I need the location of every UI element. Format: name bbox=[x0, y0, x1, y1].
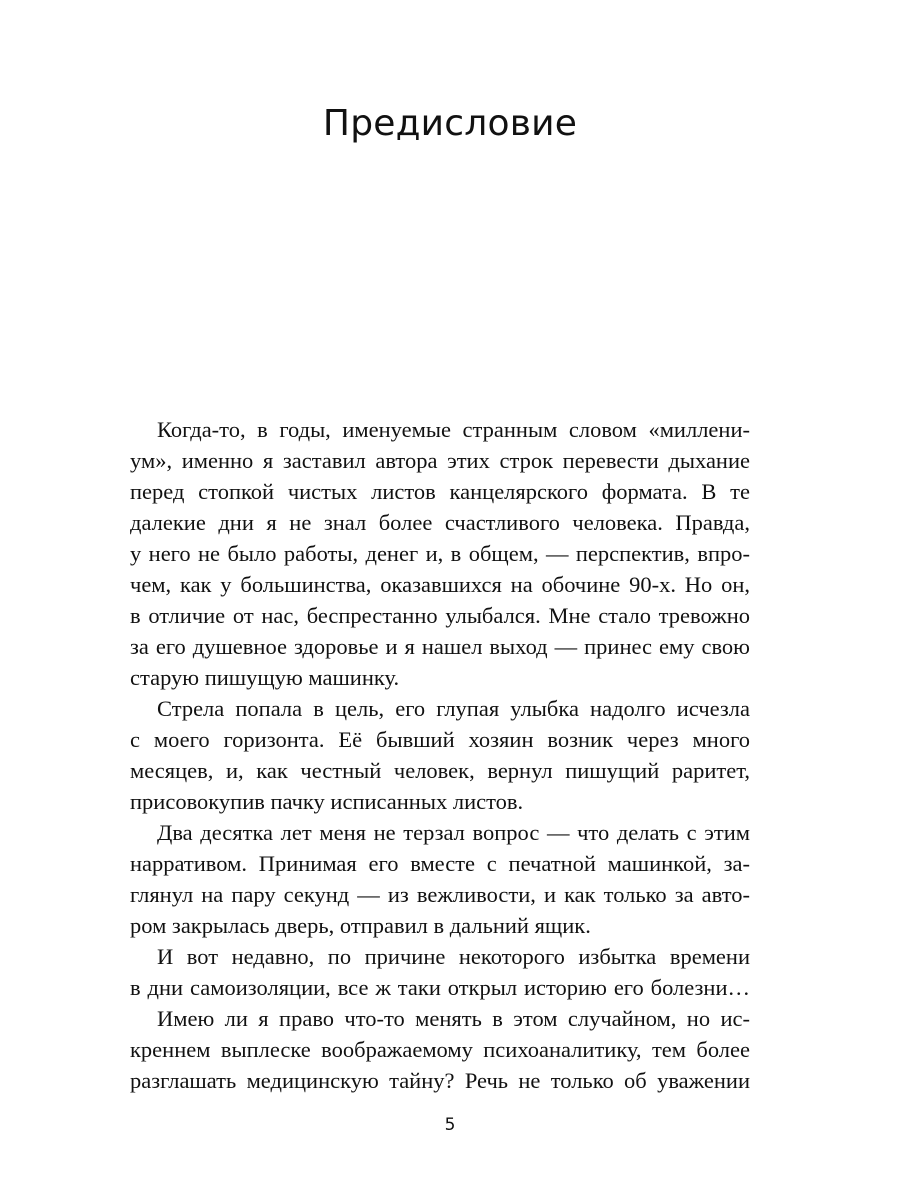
chapter-title: Предисловие bbox=[322, 103, 578, 144]
text-line: разглашать медицинскую тайну? Речь не только об уважении bbox=[130, 1068, 750, 1093]
text-line: Два десятка лет меня не терзал вопрос — что делать с этим bbox=[157, 820, 750, 845]
text-line: глянул на пару секунд — из вежливости, и как только за авто- bbox=[130, 882, 750, 907]
text-line: Имею ли я право что-то менять в этом случайном, но ис- bbox=[157, 1006, 750, 1031]
text-line: И вот недавно, по причине некоторого избытка времени bbox=[157, 944, 750, 969]
text-line: чем, как у большинства, оказавшихся на обочине 90-х. Но он, bbox=[130, 572, 750, 597]
page-number: 5 bbox=[444, 1115, 456, 1135]
text-line: перед стопкой чистых листов канцелярского формата. В те bbox=[130, 479, 750, 504]
text-line: месяцев, и, как честный человек, вернул пишущий раритет, bbox=[130, 758, 750, 783]
text-line: Когда-то, в годы, именуемые странным словом «миллени- bbox=[157, 417, 750, 442]
text-line: ром закрылась дверь, отправил в дальний ящик. bbox=[130, 913, 591, 938]
text-line: с моего горизонта. Её бывший хозяин возник через много bbox=[130, 727, 750, 752]
text-line: в дни самоизоляции, все ж таки открыл историю его болезни… bbox=[130, 975, 750, 1000]
text-line: далекие дни я не знал более счастливого человека. Правда, bbox=[130, 510, 750, 535]
text-line: нарративом. Принимая его вместе с печатной машинкой, за- bbox=[130, 851, 750, 876]
text-line: в отличие от нас, беспрестанно улыбался. Мне стало тревожно bbox=[130, 603, 750, 628]
paragraph bbox=[130, 414, 750, 693]
paragraph bbox=[130, 817, 750, 941]
paragraph bbox=[130, 941, 750, 1003]
body-text bbox=[130, 414, 750, 1096]
text-line: креннем выплеске воображаемому психоаналитику, тем более bbox=[130, 1037, 750, 1062]
text-line: за его душевное здоровье и я нашел выход — принес ему свою bbox=[130, 634, 750, 659]
text-line: присовокупив пачку исписанных листов. bbox=[130, 789, 524, 814]
text-line: старую пишущую машинку. bbox=[130, 665, 400, 690]
text-line: у него не было работы, денег и, в общем, — перспектив, впро- bbox=[130, 541, 750, 566]
text-line: Стрела попала в цель, его глупая улыбка надолго исчезла bbox=[157, 696, 750, 721]
text-line: ум», именно я заставил автора этих строк перевести дыхание bbox=[130, 448, 750, 473]
paragraph bbox=[130, 1003, 750, 1096]
paragraph bbox=[130, 693, 750, 817]
